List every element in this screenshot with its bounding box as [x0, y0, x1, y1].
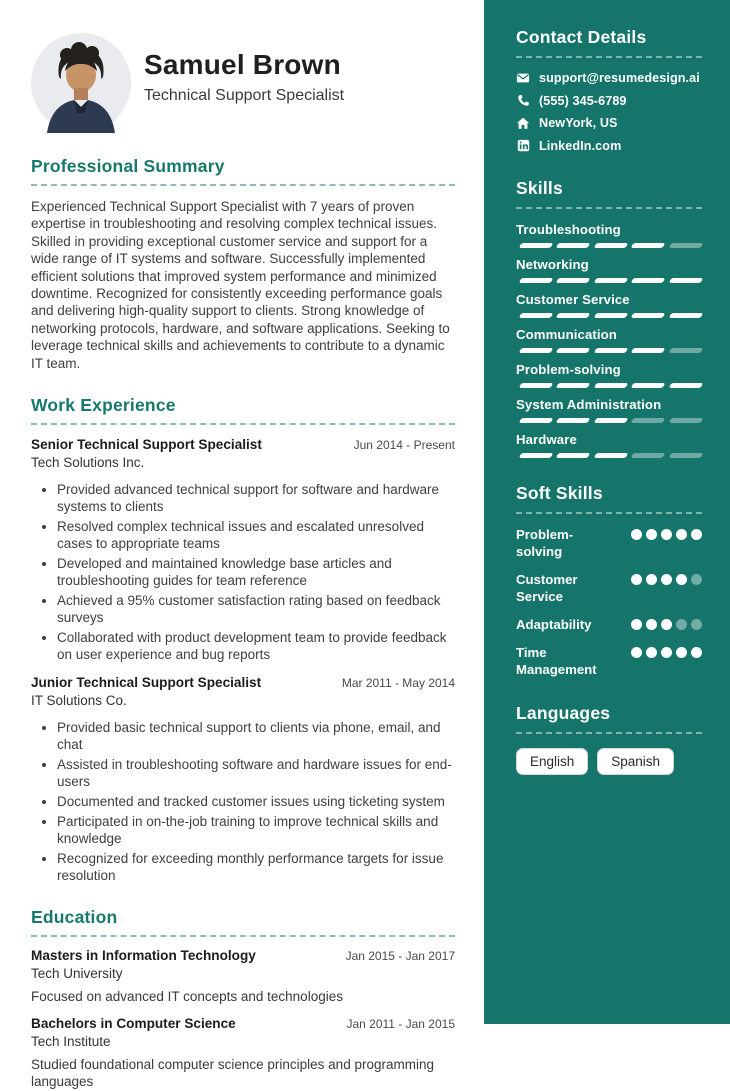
skill-row [516, 257, 702, 283]
contact-phone[interactable] [516, 94, 702, 108]
sidebar-divider [516, 56, 702, 58]
section-divider [31, 423, 455, 425]
job-bullet: • Assisted in troubleshooting software and hardware issues for end-users [57, 756, 455, 790]
school-name: Tech University [31, 965, 123, 981]
job-company: IT Solutions Co. [31, 693, 127, 709]
skill-level-bar [516, 243, 702, 248]
soft-skill-name: Problem-solving [516, 526, 574, 559]
soft-skill-row [516, 571, 702, 605]
job-bullet: • Provided basic technical support to clients via phone, email, and chat [57, 719, 455, 753]
experience-heading: Work Experience [31, 395, 176, 416]
section-professional-summary [31, 156, 455, 372]
soft-skill-rating [631, 616, 702, 630]
sidebar-divider [516, 732, 702, 734]
sidebar-divider [516, 207, 702, 209]
contact-heading: Contact Details [516, 27, 647, 47]
job-bullet: • Provided advanced technical support for software and hardware systems to clients [57, 481, 455, 515]
soft-skill-rating [631, 526, 702, 540]
section-skills [516, 178, 702, 458]
contact-phone-text: (555) 345-6789 [539, 93, 627, 108]
job-bullet: • Achieved a 95% customer satisfaction rating based on feedback surveys [57, 592, 455, 626]
job-header [31, 437, 455, 452]
sidebar [484, 0, 730, 1024]
avatar-illustration [31, 33, 131, 133]
skills-heading: Skills [516, 177, 563, 198]
soft-skill-rating [631, 644, 702, 658]
education-entry [31, 1016, 455, 1090]
skill-name: Communication [516, 326, 617, 342]
contact-linkedin[interactable] [516, 139, 702, 153]
job-entry [31, 437, 455, 663]
job-entry [31, 675, 455, 884]
soft-skill-row [516, 616, 702, 633]
skill-name: Troubleshooting [516, 221, 621, 237]
linkedin-icon [516, 139, 530, 153]
profile-photo [31, 33, 131, 133]
section-divider [31, 184, 455, 186]
job-dates: Mar 2011 - May 2014 [341, 676, 455, 691]
skill-name: Networking [516, 256, 589, 272]
home-icon [516, 116, 530, 130]
education-description: Studied foundational computer science principles and programming languages [31, 1057, 434, 1090]
job-bullet-list [57, 719, 455, 884]
job-bullet: • Developed and maintained knowledge base articles and troubleshooting guides for team reference [57, 555, 455, 589]
section-education [31, 907, 455, 1091]
job-bullet: • Recognized for exceeding monthly performance targets for issue resolution [57, 850, 455, 884]
soft-skill-name: Customer Service [516, 571, 578, 604]
phone-icon [516, 94, 530, 108]
section-divider [31, 935, 455, 937]
soft-skills-list [516, 526, 702, 678]
soft-skill-name: Adaptability [516, 616, 592, 632]
languages-list [516, 748, 702, 775]
soft-skills-heading: Soft Skills [516, 482, 603, 503]
skill-name: Hardware [516, 431, 577, 447]
skill-level-bar [516, 278, 702, 283]
sidebar-divider [516, 512, 702, 514]
skill-row [516, 432, 702, 458]
skill-row [516, 362, 702, 388]
job-bullet: • Participated in on-the-job training to improve technical skills and knowledge [57, 813, 455, 847]
soft-skill-rating [631, 571, 702, 585]
education-heading: Education [31, 906, 118, 927]
contact-linkedin-text: LinkedIn.com [539, 138, 622, 153]
summary-heading: Professional Summary [31, 156, 225, 176]
contact-location[interactable] [516, 116, 702, 130]
degree-name: Masters in Information Technology [31, 947, 256, 963]
resume-header [31, 33, 455, 133]
language-badge: English [516, 748, 588, 775]
skill-level-bar [516, 313, 702, 318]
skill-row [516, 397, 702, 423]
candidate-name: Samuel Brown [144, 49, 341, 80]
languages-heading: Languages [516, 702, 611, 723]
job-company: Tech Solutions Inc. [31, 455, 145, 471]
skill-name: Problem-solving [516, 361, 621, 377]
candidate-title: Technical Support Specialist [144, 86, 345, 104]
contact-email-text: support@resumedesign.ai [539, 71, 700, 85]
job-bullet: • Documented and tracked customer issues using ticketing system [57, 793, 455, 810]
skill-row [516, 327, 702, 353]
job-header [31, 675, 455, 690]
education-header [31, 1016, 455, 1031]
contact-list [516, 71, 702, 153]
skill-level-bar [516, 348, 702, 353]
job-bullet-list [57, 481, 455, 663]
section-work-experience [31, 395, 455, 884]
job-title: Senior Technical Support Specialist [31, 437, 262, 453]
skill-level-bar [516, 453, 702, 458]
skills-list [516, 222, 702, 458]
education-dates: Jan 2011 - Jan 2015 [346, 1017, 455, 1032]
email-icon [516, 71, 530, 85]
skill-name: Customer Service [516, 291, 630, 307]
education-header [31, 948, 455, 963]
job-bullet: • Resolved complex technical issues and escalated unresolved cases to appropriate teams [57, 518, 455, 552]
soft-skill-row [516, 644, 702, 678]
section-contact-details [516, 27, 702, 153]
skill-row [516, 222, 702, 248]
education-entry [31, 948, 455, 1005]
job-title: Junior Technical Support Specialist [31, 675, 262, 691]
degree-name: Bachelors in Computer Science [31, 1016, 236, 1032]
skill-name: System Administration [516, 396, 662, 412]
summary-text: Experienced Technical Support Specialist with 7 years of proven expertise in troubleshooting and resolving complex technical issues. Skilled in providing exceptional customer service and support for a wide range of IT systems and software. Successfully implemented efficient solutions that improved system performance and minimized downtime. Recognized for consistently exceeding performance goals and delivering high-quality support to clients. Strong knowledge of networking protocols, hardware, and software applications. Seeking to leverage technical skills and achievements to contribute to a dynamic IT team. [31, 199, 450, 371]
soft-skill-name: Time Management [516, 644, 597, 677]
education-dates: Jan 2015 - Jan 2017 [345, 948, 455, 963]
header-text [144, 33, 344, 105]
skill-level-bar [516, 418, 702, 423]
job-dates: Jun 2014 - Present [353, 438, 455, 453]
section-soft-skills [516, 483, 702, 678]
school-name: Tech Institute [31, 1034, 111, 1050]
section-languages [516, 703, 702, 775]
skill-row [516, 292, 702, 318]
job-bullet: • Collaborated with product development team to provide feedback on user experience and bug reports [57, 629, 455, 663]
soft-skill-row [516, 526, 702, 560]
contact-email[interactable] [516, 71, 702, 85]
skill-level-bar [516, 383, 702, 388]
contact-location-text: NewYork, US [539, 116, 618, 130]
language-badge: Spanish [597, 748, 674, 775]
education-description: Focused on advanced IT concepts and technologies [31, 988, 343, 1004]
